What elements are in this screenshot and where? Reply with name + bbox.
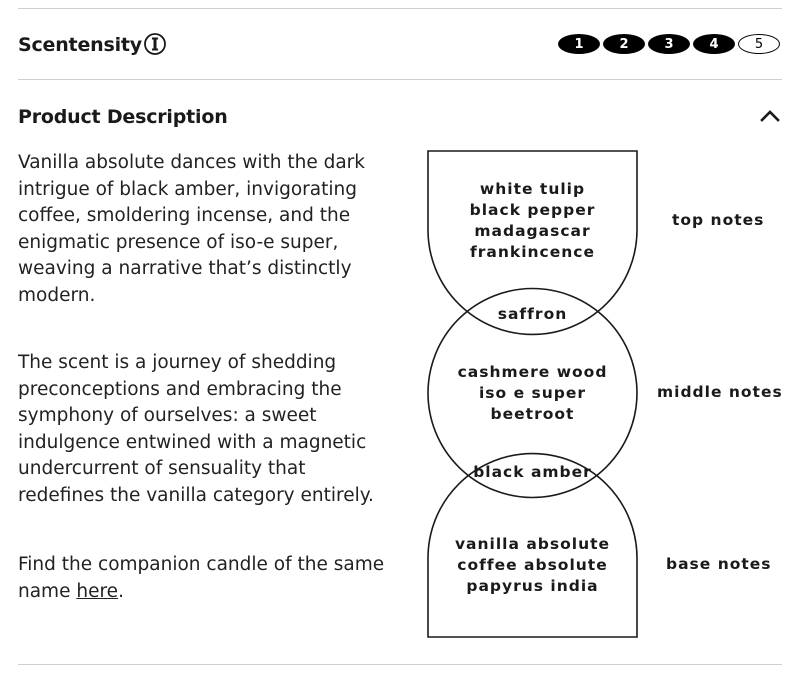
top-notes-label: top notes xyxy=(672,211,765,229)
description-paragraph-3-prefix: Find the companion candle of the same name xyxy=(18,554,385,602)
info-circle-icon[interactable] xyxy=(143,32,167,56)
middle-notes-label: middle notes xyxy=(657,383,783,401)
chevron-up-icon[interactable] xyxy=(758,104,782,128)
description-paragraph-3-suffix: . xyxy=(118,580,124,602)
description-paragraph-3 xyxy=(18,552,393,605)
divider-top xyxy=(18,8,782,9)
top-note-2: black pepper xyxy=(469,201,596,219)
product-description-title: Product Description xyxy=(18,106,228,128)
scentensity-level-5[interactable]: 5 xyxy=(738,34,780,54)
scentensity-level-3[interactable]: 3 xyxy=(648,34,690,54)
scentensity-level-1[interactable]: 1 xyxy=(558,34,600,54)
companion-candle-link[interactable]: here xyxy=(76,580,119,602)
middle-note-1: cashmere wood xyxy=(457,363,608,381)
top-notes-list xyxy=(428,179,637,263)
base-note-1: vanilla absolute xyxy=(454,535,611,553)
product-description-header[interactable] xyxy=(18,80,782,150)
top-note-3: madagascar xyxy=(474,222,591,240)
middle-note-3: beetroot xyxy=(490,405,575,423)
base-notes-label: base notes xyxy=(666,555,772,573)
scentensity-level-2[interactable]: 2 xyxy=(603,34,645,54)
description-paragraph-2: The scent is a journey of shedding preconceptions and embracing the symphony of ourselves: a sweet indulgence entwined with a magnetic undercurrent of sensuality that redefines the vanilla category entirely. xyxy=(18,352,374,506)
scentensity-level-4[interactable]: 4 xyxy=(693,34,735,54)
overlap-note-saffron: saffron xyxy=(497,305,568,323)
top-note-1: white tulip xyxy=(479,180,586,198)
scentensity-scale xyxy=(558,34,780,54)
description-paragraph-1: Vanilla absolute dances with the dark intrigue of black amber, invigorating coffee, smoldering incense, and the enigmatic presence of iso-e super, weaving a narrative that’s distinctly modern. xyxy=(18,152,365,306)
top-note-4: frankincence xyxy=(470,243,595,261)
scentensity-row xyxy=(18,10,782,80)
base-notes-list xyxy=(428,534,637,597)
divider-bottom xyxy=(18,664,782,665)
base-note-3: papyrus india xyxy=(466,577,599,595)
base-note-2: coffee absolute xyxy=(457,556,608,574)
scentensity-title: Scentensity xyxy=(18,34,142,56)
middle-notes-list xyxy=(428,362,637,425)
middle-note-2: iso e super xyxy=(478,384,586,402)
overlap-note-black-amber: black amber xyxy=(473,463,592,481)
